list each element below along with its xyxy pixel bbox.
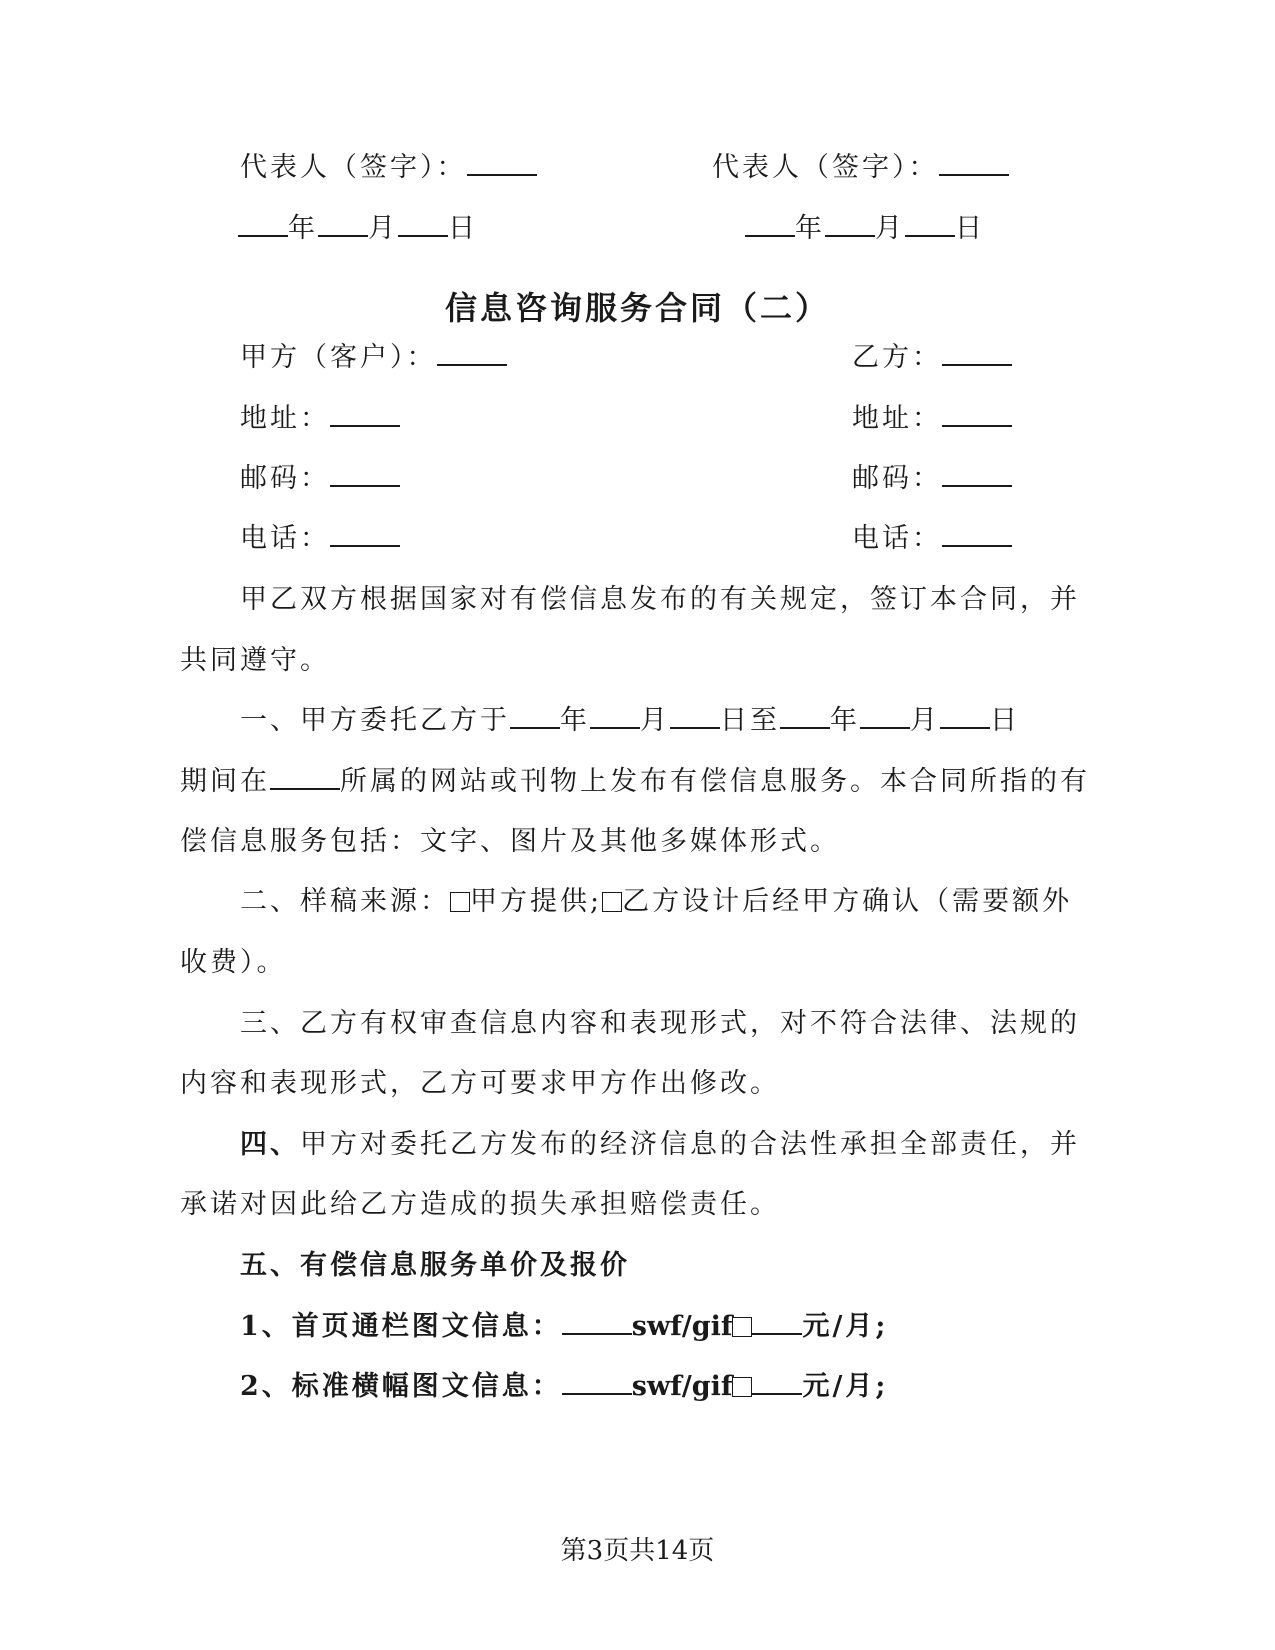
page-number: 第3页共14页 [560,1536,715,1566]
document-title: 信息咨询服务合同（二） [444,289,830,327]
address-a: 地址： [240,401,400,437]
checkbox-icon [732,1317,752,1337]
clause-3-line-2: 内容和表现形式，乙方可要求甲方作出修改。 [180,1068,780,1099]
rep-left: 代表人（签字）： [240,150,537,186]
clause-2-line-1: 二、样稿来源： 甲方提供; 乙方设计后经甲方确认（需要额外 [240,886,1073,917]
address-b: 地址： [852,401,1012,437]
blank-line [467,150,537,176]
phone-b: 电话： [852,521,1012,557]
clause-4-line-1: 四、甲方对委托乙方发布的经济信息的合法性承担全部责任，并 [240,1129,1080,1160]
party-b: 乙方： [852,340,1012,376]
party-a: 甲方（客户）： [240,340,507,376]
rep-right: 代表人（签字）： [712,150,1009,186]
clause-3-line-1: 三、乙方有权审查信息内容和表现形式，对不符合法律、法规的 [240,1008,1080,1039]
clause-1-line-3: 偿信息服务包括：文字、图片及其他多媒体形式。 [180,826,840,857]
intro-line-2: 共同遵守。 [180,645,330,676]
blank-line [939,150,1009,176]
date-left: 年 月 日 [238,211,478,247]
clause-1-line-1: 一、甲方委托乙方于 年 月 日至 年 月 日 [240,705,1020,736]
postcode-a: 邮码： [240,461,400,497]
checkbox-icon [602,892,622,912]
clause-2-line-2: 收费）。 [180,947,287,978]
clause-5-heading: 五、有偿信息服务单价及报价 [240,1250,630,1281]
phone-a: 电话： [240,521,400,557]
date-right: 年 月 日 [745,211,985,247]
clause-1-line-2: 期间在 所属的网站或刊物上发布有偿信息服务。本合同所指的有 [180,766,1090,797]
postcode-b: 邮码： [852,461,1012,497]
checkbox-icon [450,892,470,912]
clause-4-line-2: 承诺对因此给乙方造成的损失承担赔偿责任。 [180,1189,780,1220]
intro-line-1: 甲乙双方根据国家对有偿信息发布的有关规定，签订本合同，并 [240,584,1080,615]
price-item-1: 1、首页通栏图文信息： swf/gif 元/月; [240,1311,889,1342]
checkbox-icon [732,1377,752,1397]
price-item-2: 2、标准横幅图文信息： swf/gif 元/月; [240,1371,889,1402]
